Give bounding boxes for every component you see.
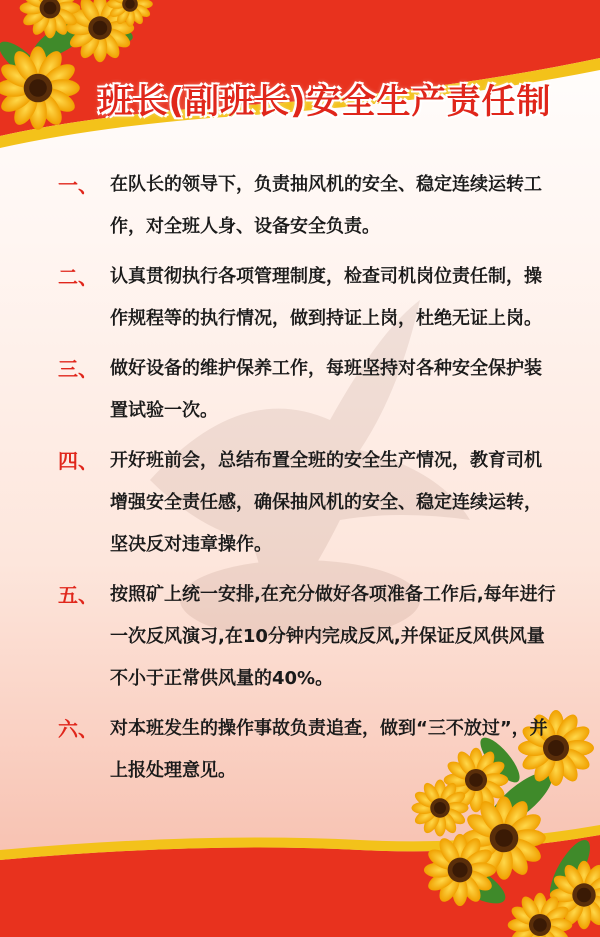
item-text: 做好设备的维护保养工作，每班坚持对各种安全保护装置试验一次。	[110, 358, 542, 421]
item-text: 在队长的领导下，负责抽风机的安全、稳定连续运转工作，对全班人身、设备安全负责。	[110, 174, 542, 237]
item-number: 六、	[58, 717, 98, 741]
list-item-6	[58, 708, 558, 792]
list-item-5	[58, 574, 558, 700]
list-item-3	[58, 348, 558, 432]
item-text: 开好班前会，总结布置全班的安全生产情况，教育司机增强安全责任感，确保抽风机的安全、稳定连续运转，坚决反对违章操作。	[110, 450, 542, 555]
item-number: 三、	[58, 357, 98, 381]
list-item-4	[58, 440, 558, 566]
item-number: 二、	[58, 265, 98, 289]
item-number: 五、	[58, 583, 98, 607]
list-item-2	[58, 256, 558, 340]
item-text: 按照矿上统一安排,在充分做好各项准备工作后,每年进行一次反风演习,在10分钟内完成反风,并保证反风供风量不小于正常供风量的40%。	[110, 584, 556, 689]
responsibility-list	[58, 164, 558, 800]
item-number: 一、	[58, 173, 98, 197]
item-text: 认真贯彻执行各项管理制度，检查司机岗位责任制，操作规程等的执行情况，做到持证上岗，杜绝无证上岗。	[110, 266, 542, 329]
item-number: 四、	[58, 449, 98, 473]
list-item-1	[58, 164, 558, 248]
item-text: 对本班发生的操作事故负责追查，做到“三不放过”，并上报处理意见。	[110, 718, 548, 781]
page-title: 班长(副班长)安全生产责任制	[98, 82, 552, 122]
